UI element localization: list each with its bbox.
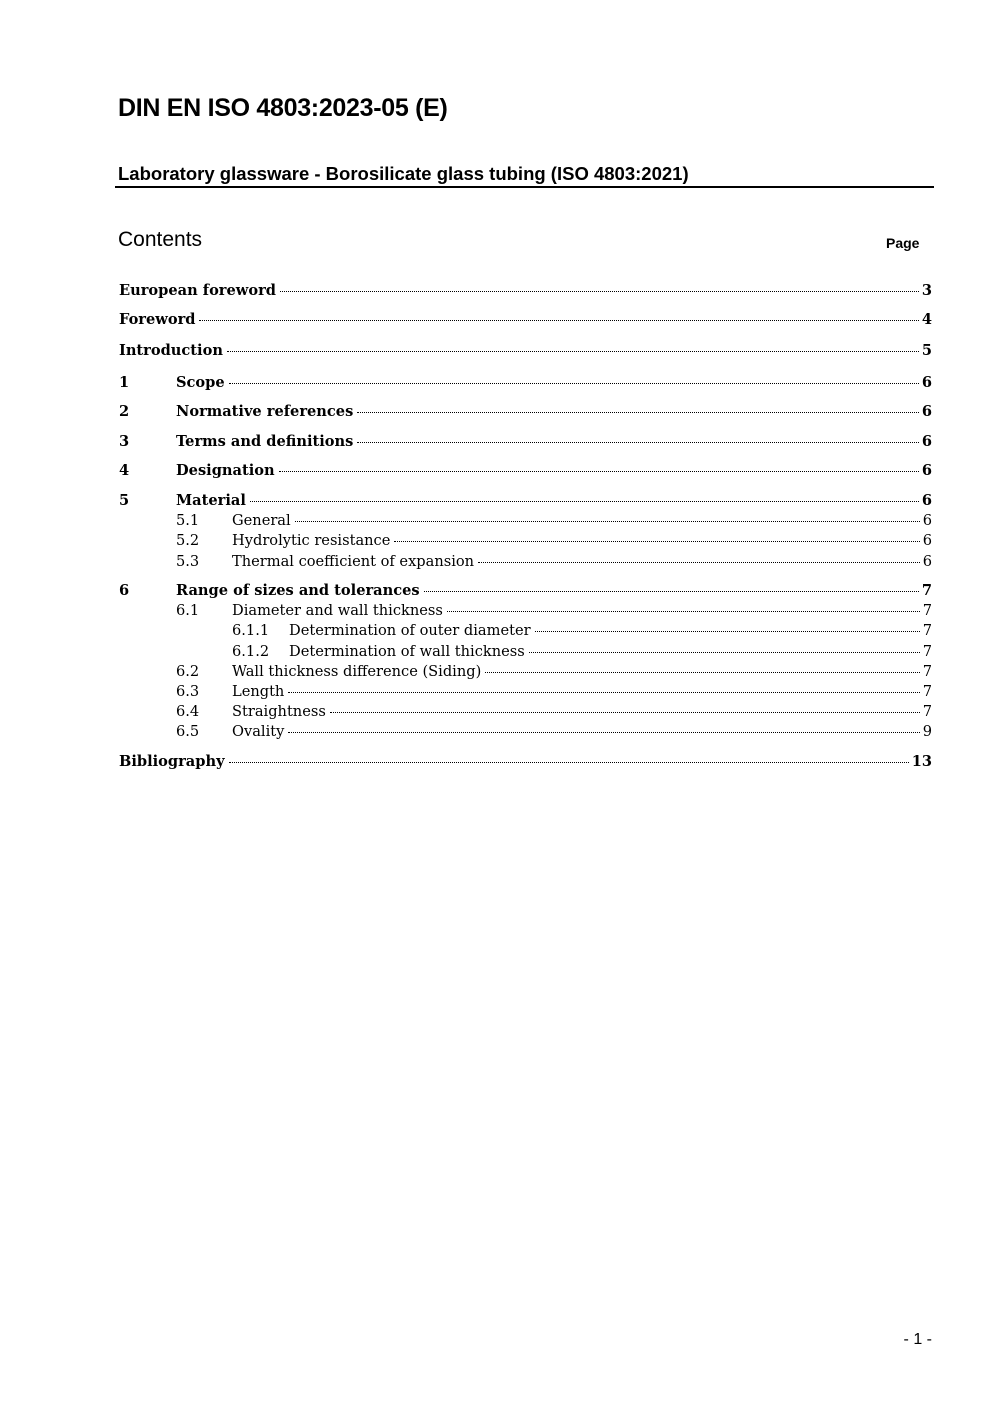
toc-entry[interactable] <box>119 511 932 531</box>
toc-entry-title: General <box>232 512 291 529</box>
toc-entry-title: Bibliography <box>119 753 225 770</box>
toc-entry[interactable] <box>119 642 932 662</box>
toc-entry-page: 7 <box>922 643 932 660</box>
title-rule <box>115 186 934 188</box>
toc-entry-title: Diameter and wall thickness <box>232 602 443 619</box>
toc-entry-number: 6.1.2 <box>232 643 270 660</box>
toc-entry[interactable] <box>119 752 932 772</box>
toc-entry-title: Normative references <box>176 403 354 420</box>
toc-entry-title: Wall thickness difference (Siding) <box>232 663 482 680</box>
toc-entry-number: 5.2 <box>176 532 200 549</box>
toc-entry-number: 1 <box>119 374 130 391</box>
toc-entry-page: 6 <box>921 462 932 479</box>
toc-entry[interactable] <box>119 373 932 393</box>
toc-dot-leader <box>288 692 919 693</box>
toc-dot-leader <box>279 471 919 472</box>
toc-entry[interactable] <box>119 662 932 682</box>
toc-entry-title: Foreword <box>119 311 196 328</box>
toc-entry[interactable] <box>119 402 932 422</box>
toc-entry[interactable] <box>119 552 932 572</box>
toc-entry-title: Ovality <box>232 723 285 740</box>
toc-entry-page: 7 <box>922 622 932 639</box>
toc-entry-number: 4 <box>119 462 130 479</box>
toc-entry[interactable] <box>119 310 932 330</box>
toc-entry-page: 6 <box>922 512 932 529</box>
toc-dot-leader <box>357 412 919 413</box>
toc-entry[interactable] <box>119 341 932 361</box>
toc-entry-number: 6.4 <box>176 703 200 720</box>
toc-dot-leader <box>478 562 920 563</box>
toc-entry-title: Length <box>232 683 285 700</box>
toc-entry-title: Designation <box>176 462 275 479</box>
toc-entry[interactable] <box>119 281 932 301</box>
toc-entry-page: 6 <box>922 532 932 549</box>
toc-entry-page: 6 <box>922 553 932 570</box>
toc-entry-number: 2 <box>119 403 130 420</box>
toc-dot-leader <box>535 631 920 632</box>
toc-dot-leader <box>394 541 919 542</box>
toc-entry-page: 13 <box>911 753 932 770</box>
toc-entry-page: 7 <box>922 703 932 720</box>
toc-entry-number: 6.3 <box>176 683 200 700</box>
toc-entry-page: 3 <box>921 282 932 299</box>
toc-entry-page: 5 <box>921 342 932 359</box>
toc-entry-number: 5.3 <box>176 553 200 570</box>
toc-entry[interactable] <box>119 491 932 511</box>
toc-dot-leader <box>529 652 920 653</box>
document-id: DIN EN ISO 4803:2023-05 (E) <box>118 94 448 122</box>
toc-entry[interactable] <box>119 461 932 481</box>
toc-dot-leader <box>295 521 920 522</box>
toc-entry-number: 3 <box>119 433 130 450</box>
toc-dot-leader <box>227 351 919 352</box>
toc-entry[interactable] <box>119 722 932 742</box>
toc-entry-page: 6 <box>921 403 932 420</box>
toc-entry-title: Introduction <box>119 342 223 359</box>
toc-dot-leader <box>330 712 920 713</box>
toc-entry-page: 6 <box>921 433 932 450</box>
toc-entry-number: 5 <box>119 492 130 509</box>
toc-entry-title: Thermal coefficient of expansion <box>232 553 475 570</box>
toc-dot-leader <box>288 732 919 733</box>
toc-dot-leader <box>485 672 919 673</box>
toc-entry-page: 7 <box>921 582 932 599</box>
toc-entry-page: 7 <box>922 683 932 700</box>
toc-entry-title: Hydrolytic resistance <box>232 532 391 549</box>
toc-entry-page: 4 <box>921 311 932 328</box>
toc-entry[interactable] <box>119 682 932 702</box>
toc-entry-number: 6.5 <box>176 723 200 740</box>
toc-dot-leader <box>250 501 919 502</box>
toc-entry-page: 6 <box>921 374 932 391</box>
toc-entry-number: 5.1 <box>176 512 200 529</box>
toc-entry[interactable] <box>119 702 932 722</box>
toc-dot-leader <box>424 591 919 592</box>
toc-entry-title: Straightness <box>232 703 326 720</box>
toc-dot-leader <box>229 383 919 384</box>
toc-entry-title: Scope <box>176 374 225 391</box>
toc-dot-leader <box>280 291 919 292</box>
toc-entry[interactable] <box>119 601 932 621</box>
toc-entry-page: 6 <box>921 492 932 509</box>
toc-entry-title: European foreword <box>119 282 276 299</box>
toc-entry-number: 6 <box>119 582 130 599</box>
toc-dot-leader <box>199 320 918 321</box>
toc-entry[interactable] <box>119 432 932 452</box>
toc-entry-page: 7 <box>922 663 932 680</box>
toc-entry[interactable] <box>119 531 932 551</box>
page-number: - 1 - <box>903 1331 932 1348</box>
toc-entry-page: 7 <box>922 602 932 619</box>
toc-dot-leader <box>447 611 920 612</box>
toc-entry[interactable] <box>119 621 932 641</box>
toc-entry-title: Terms and definitions <box>176 433 354 450</box>
document-subtitle: Laboratory glassware - Borosilicate glass tubing (ISO 4803:2021) <box>118 163 689 184</box>
toc-entry-number: 6.2 <box>176 663 200 680</box>
contents-heading: Contents <box>118 228 203 251</box>
toc-dot-leader <box>229 762 909 763</box>
toc-entry-title: Range of sizes and tolerances <box>176 582 420 599</box>
page-column-heading: Page <box>886 235 920 251</box>
toc-entry-number: 6.1 <box>176 602 200 619</box>
toc-entry-title: Determination of outer diameter <box>289 622 531 639</box>
toc-entry-page: 9 <box>922 723 932 740</box>
toc-dot-leader <box>357 442 918 443</box>
toc-entry-number: 6.1.1 <box>232 622 270 639</box>
toc-entry[interactable] <box>119 581 932 601</box>
toc-entry-title: Determination of wall thickness <box>289 643 525 660</box>
toc-entry-title: Material <box>176 492 246 509</box>
